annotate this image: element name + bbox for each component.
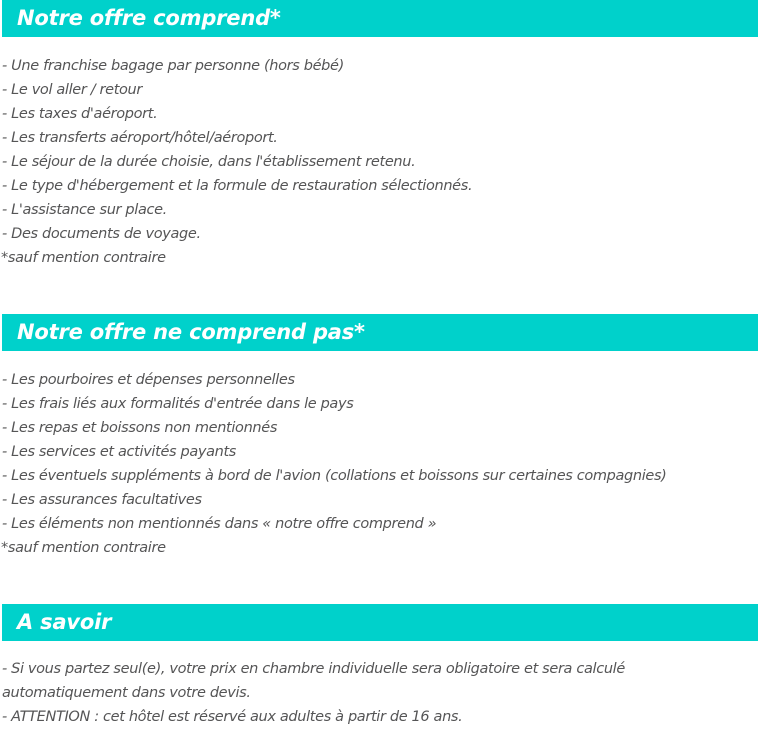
section-title: Notre offre comprend* <box>17 6 281 30</box>
list-item: - Le séjour de la durée choisie, dans l'établissement retenu. <box>2 154 416 170</box>
list-item: - Une franchise bagage par personne (hors bébé) <box>2 58 344 74</box>
spacer <box>0 351 758 368</box>
list-item: - Le type d'hébergement et la formule de restauration sélectionnés. <box>2 178 473 194</box>
section-offre-comprend <box>0 0 758 270</box>
section-title: Notre offre ne comprend pas* <box>17 320 365 344</box>
section-body-offre-ne-comprend-pas <box>0 368 758 560</box>
section-body-a-savoir <box>0 657 758 729</box>
section-a-savoir <box>0 604 758 729</box>
list-item: - Le vol aller / retour <box>2 82 143 98</box>
section-header-a-savoir <box>2 604 758 641</box>
spacer <box>0 641 758 657</box>
section-footnote: *sauf mention contraire <box>1 540 166 556</box>
spacer <box>0 560 758 604</box>
spacer <box>0 37 758 54</box>
list-item: - Les transferts aéroport/hôtel/aéroport. <box>2 130 278 146</box>
list-item: - Les éventuels suppléments à bord de l'avion (collations et boissons sur certaines compagnies) <box>2 468 667 484</box>
list-item: - L'assistance sur place. <box>2 202 167 218</box>
list-item: - Les assurances facultatives <box>2 492 202 508</box>
list-item: - Des documents de voyage. <box>2 226 201 242</box>
list-item: - Les services et activités payants <box>2 444 237 460</box>
list-item: - Les repas et boissons non mentionnés <box>2 420 278 436</box>
section-offre-ne-comprend-pas <box>0 314 758 560</box>
section-header-offre-ne-comprend-pas <box>2 314 758 351</box>
list-item: - Les éléments non mentionnés dans « notre offre comprend » <box>2 516 437 532</box>
section-footnote: *sauf mention contraire <box>1 250 166 266</box>
list-item: - Les taxes d'aéroport. <box>2 106 158 122</box>
list-item: - Les frais liés aux formalités d'entrée dans le pays <box>2 396 354 412</box>
section-header-offre-comprend <box>2 0 758 37</box>
section-body-offre-comprend <box>0 54 758 270</box>
spacer <box>0 270 758 314</box>
list-item: - ATTENTION : cet hôtel est réservé aux adultes à partir de 16 ans. <box>2 709 463 725</box>
section-title: A savoir <box>17 610 112 634</box>
list-item: - Les pourboires et dépenses personnelles <box>2 372 295 388</box>
list-item: - Si vous partez seul(e), votre prix en chambre individuelle sera obligatoire et sera calculé automatiquement dans votre devis. <box>2 661 625 701</box>
